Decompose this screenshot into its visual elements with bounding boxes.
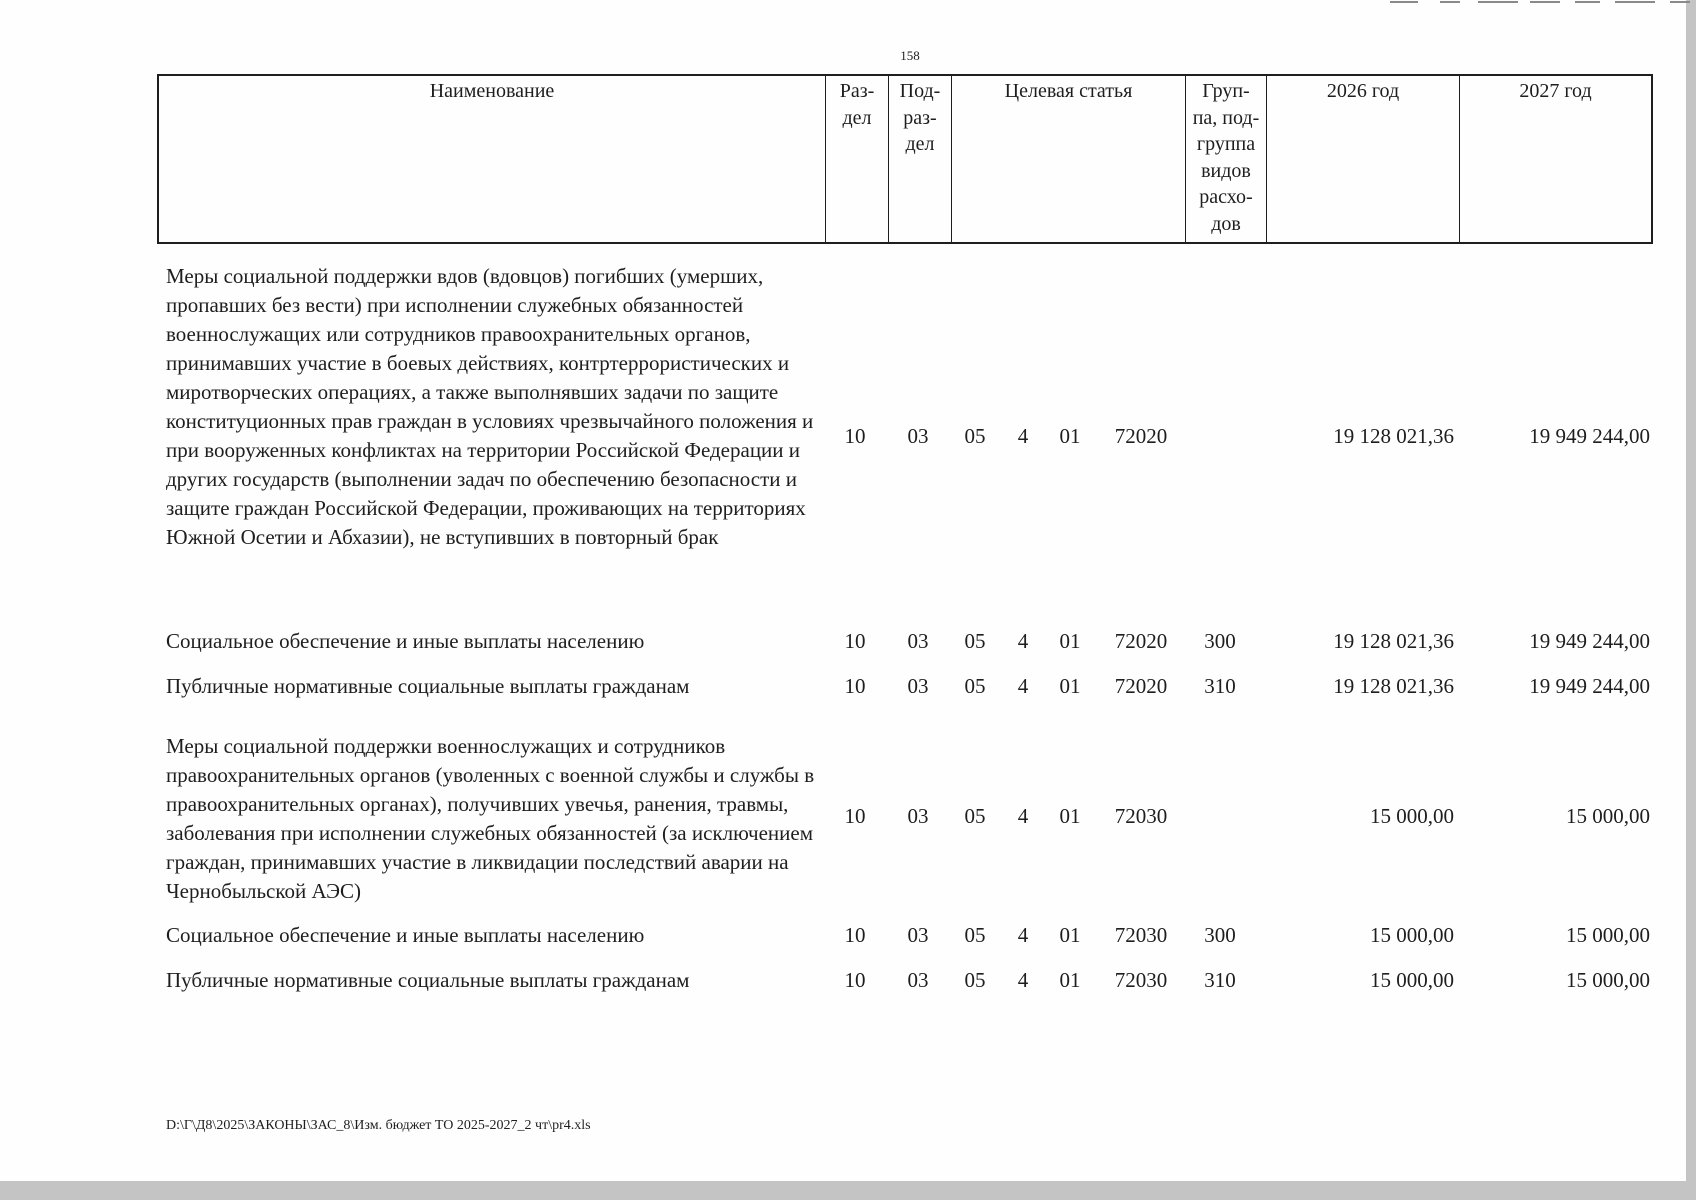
header-podrazdel: Под- раз- дел [889, 76, 952, 242]
cell-amount-2027: 15 000,00 [1566, 804, 1650, 828]
row-name: Меры социальной поддержки вдов (вдовцов) погибших (умерших, пропавших без вести) при исполнении служебных обязанностей военнослужащих или сотрудников правоохранительных органов, принимавших участие в боевых действиях, контртеррористических и миротворческих операциях, а также выполнявших задачи по защите конституционных прав граждан в условиях чрезвычайного положения и при вооруженных конфликтах на территории Российской Федерации и других государств (выполнении задач по обеспечению безопасности и защите граждан Российской Федерации, проживающих на территориях Южной Осетии и Абхазии), не вступивших в повторный брак [166, 264, 814, 549]
header-razdel: Раз- дел [826, 76, 889, 242]
cell-podrazdel: 03 [907, 804, 929, 828]
cell-razdel: 10 [844, 923, 866, 947]
cell-cs-subprogram: 01 [1059, 968, 1081, 992]
cell-cs-type: 4 [1017, 804, 1029, 828]
cell-amount-2027: 19 949 244,00 [1529, 629, 1650, 653]
cell-cs-program: 05 [964, 674, 986, 698]
cell-amount-2026: 15 000,00 [1370, 923, 1454, 947]
cell-amount-2027: 15 000,00 [1566, 923, 1650, 947]
cell-cs-type: 4 [1017, 674, 1029, 698]
table-header [157, 74, 1653, 244]
cell-amount-2026: 19 128 021,36 [1333, 674, 1454, 698]
cell-amount-2026: 15 000,00 [1370, 968, 1454, 992]
cell-gruppa: 310 [1204, 968, 1236, 992]
table-row [0, 627, 1696, 657]
cell-cs-type: 4 [1017, 923, 1029, 947]
scan-edge-marks [1390, 0, 1696, 4]
table-row [0, 732, 1696, 912]
cell-razdel: 10 [844, 674, 866, 698]
cell-cs-direction: 72030 [1114, 923, 1168, 947]
cell-razdel: 10 [844, 424, 866, 448]
cell-gruppa: 300 [1204, 629, 1236, 653]
cell-cs-subprogram: 01 [1059, 804, 1081, 828]
row-name: Публичные нормативные социальные выплаты гражданам [166, 674, 690, 698]
cell-gruppa: 300 [1204, 923, 1236, 947]
cell-gruppa: 310 [1204, 674, 1236, 698]
table-row [0, 672, 1696, 702]
cell-cs-subprogram: 01 [1059, 424, 1081, 448]
cell-cs-type: 4 [1017, 968, 1029, 992]
row-name: Публичные нормативные социальные выплаты гражданам [166, 968, 690, 992]
cell-cs-subprogram: 01 [1059, 923, 1081, 947]
header-gruppa-vidov-rashodov: Груп- па, под- группа видов расхо- дов [1186, 76, 1267, 242]
cell-cs-direction: 72020 [1114, 629, 1168, 653]
cell-amount-2026: 15 000,00 [1370, 804, 1454, 828]
cell-podrazdel: 03 [907, 923, 929, 947]
cell-amount-2026: 19 128 021,36 [1333, 629, 1454, 653]
cell-cs-direction: 72020 [1114, 674, 1168, 698]
cell-amount-2027: 15 000,00 [1566, 968, 1650, 992]
cell-razdel: 10 [844, 629, 866, 653]
table-row [0, 966, 1696, 996]
cell-amount-2027: 19 949 244,00 [1529, 424, 1650, 448]
header-name: Наименование [159, 76, 826, 242]
cell-amount-2026: 19 128 021,36 [1333, 424, 1454, 448]
table-row [0, 262, 1696, 612]
cell-cs-subprogram: 01 [1059, 674, 1081, 698]
cell-amount-2027: 19 949 244,00 [1529, 674, 1650, 698]
table-row [0, 921, 1696, 951]
cell-cs-program: 05 [964, 968, 986, 992]
cell-cs-direction: 72030 [1114, 804, 1168, 828]
header-2026: 2026 год [1267, 76, 1460, 242]
cell-cs-program: 05 [964, 923, 986, 947]
cell-podrazdel: 03 [907, 629, 929, 653]
row-name: Социальное обеспечение и иные выплаты населению [166, 629, 645, 653]
cell-cs-program: 05 [964, 424, 986, 448]
page-number: 158 [900, 48, 920, 63]
row-name: Социальное обеспечение и иные выплаты населению [166, 923, 645, 947]
cell-podrazdel: 03 [907, 674, 929, 698]
cell-cs-direction: 72020 [1114, 424, 1168, 448]
cell-cs-type: 4 [1017, 424, 1029, 448]
cell-cs-direction: 72030 [1114, 968, 1168, 992]
cell-cs-subprogram: 01 [1059, 629, 1081, 653]
header-celevaya-statya: Целевая статья [952, 76, 1186, 242]
cell-cs-program: 05 [964, 804, 986, 828]
cell-cs-program: 05 [964, 629, 986, 653]
cell-podrazdel: 03 [907, 424, 929, 448]
cell-razdel: 10 [844, 968, 866, 992]
cell-podrazdel: 03 [907, 968, 929, 992]
header-2027: 2027 год [1519, 80, 1592, 102]
cell-razdel: 10 [844, 804, 866, 828]
row-name: Меры социальной поддержки военнослужащих и сотрудников правоохранительных органов (уволенных с военной службы и службы в правоохранительных органах), получивших увечья, ранения, травмы, заболевания при исполнении служебных обязанностей (за исключением граждан, принимавших участие в ликвидации последствий аварии на Чернобыльской АЭС) [166, 734, 815, 903]
footer-file-path: D:\Г\Д8\2025\ЗАКОНЫ\ЗАС_8\Изм. бюджет ТО 2025-2027_2 чт\pr4.xls [166, 1118, 591, 1133]
cell-cs-type: 4 [1017, 629, 1029, 653]
